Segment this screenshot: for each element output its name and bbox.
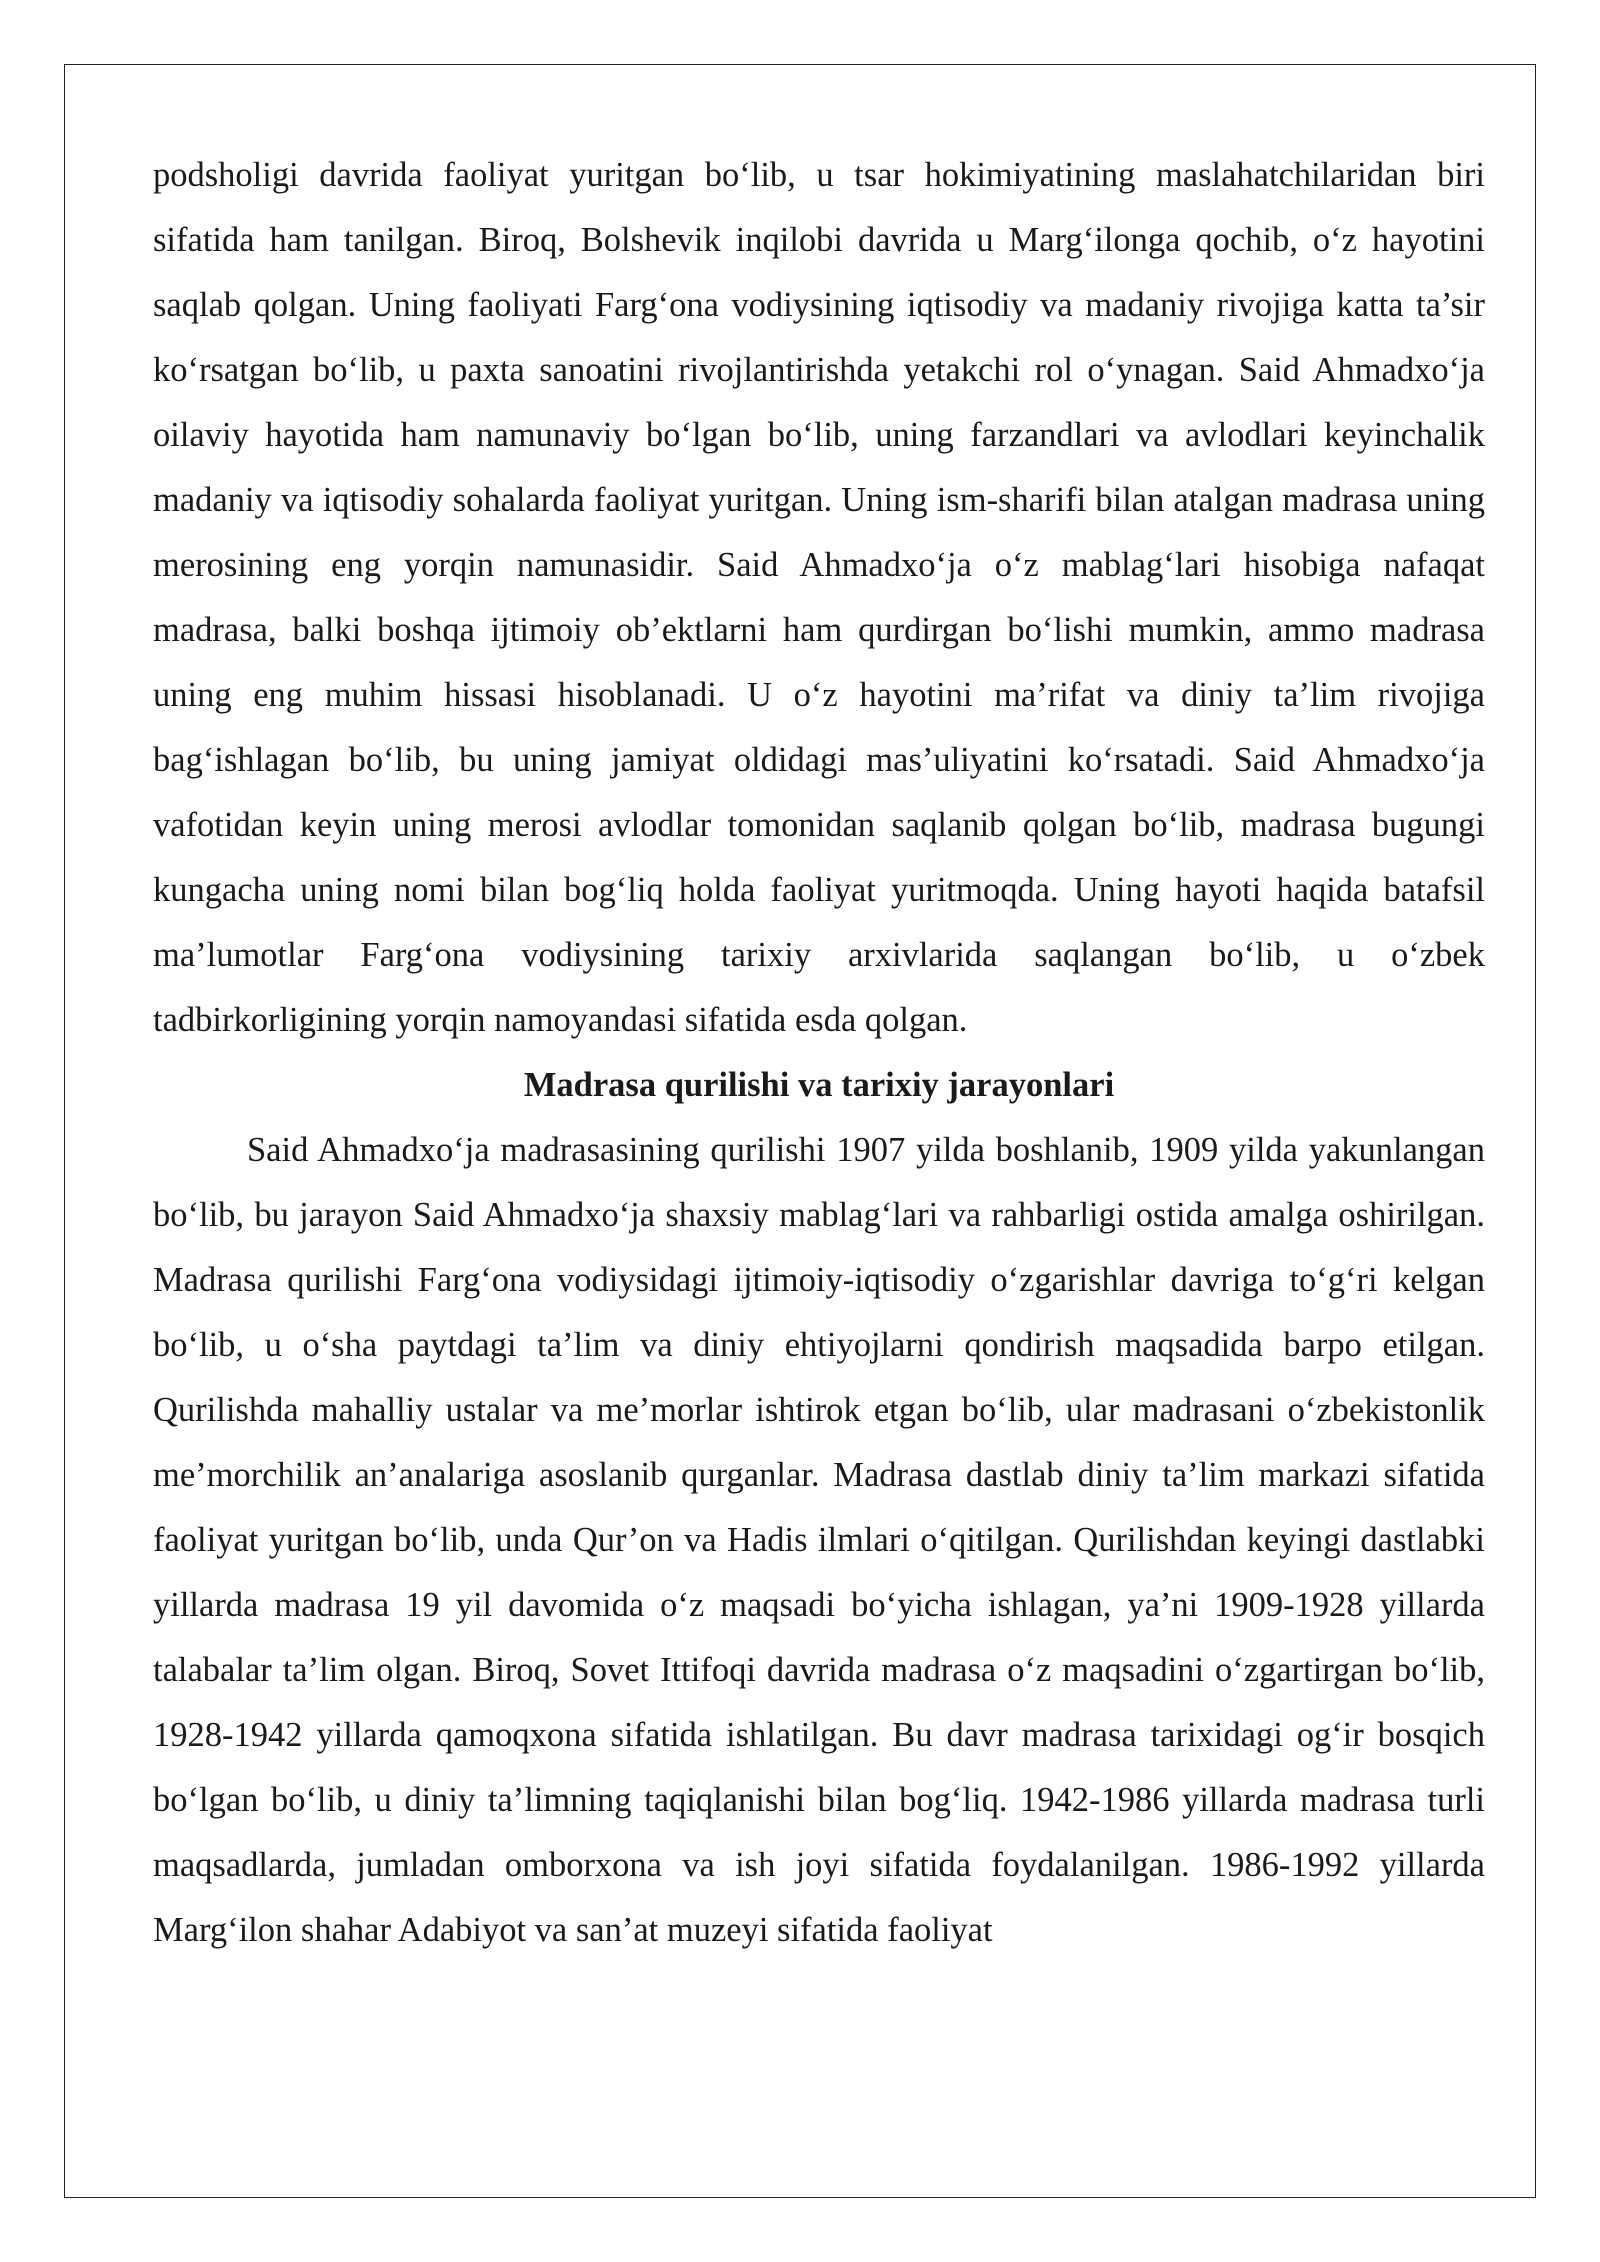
body-paragraph-1: podsholigi davrida faoliyat yuritgan bo‘lib, u tsar hokimiyatining maslahatchilaridan biri sifatida ham tanilgan. Biroq, Bolshevik inqilobi davrida u Marg‘ilonga qochib, o‘z hayotini saqlab qolgan. Uning faoliyati Farg‘ona vodiysining iqtisodiy va madaniy rivojiga katta ta’sir ko‘rsatgan bo‘lib, u paxta sanoatini rivojlantirishda yetakchi rol o‘ynagan. Said Ahmadxo‘ja oilaviy hayotida ham namunaviy bo‘lgan bo‘lib, uning farzandlari va avlodlari keyinchalik madaniy va iqtisodiy sohalarda faoliyat yuritgan. Uning ism-sharifi bilan atalgan madrasa uning merosining eng yorqin namunasidir. Said Ahmadxo‘ja o‘z mablag‘lari hisobiga nafaqat madrasa, balki boshqa ijtimoiy ob’ektlarni ham qurdirgan bo‘lishi mumkin, ammo madrasa uning eng muhim hissasi hisoblanadi. U o‘z hayotini ma’rifat va diniy ta’lim rivojiga bag‘ishlagan bo‘lib, bu uning jamiyat oldidagi mas’uliyatini ko‘rsatadi. Said Ahmadxo‘ja vafotidan keyin uning merosi avlodlar tomonidan saqlanib qolgan bo‘lib, madrasa bugungi kungacha uning nomi bilan bog‘liq holda faoliyat yuritmoqda. Uning hayoti haqida batafsil ma’lumotlar Farg‘ona vodiysining tarixiy arxivlarida saqlangan bo‘lib, u o‘zbek tadbirkorligining yorqin namoyandasi sifatida esda qolgan. [153,156,1485,1039]
body-paragraph-2: Said Ahmadxo‘ja madrasasining qurilishi 1907 yilda boshlanib, 1909 yilda yakunlangan bo‘lib, bu jarayon Said Ahmadxo‘ja shaxsiy mablag‘lari va rahbarligi ostida amalga oshirilgan. Madrasa qurilishi Farg‘ona vodiysidagi ijtimoiy-iqtisodiy o‘zgarishlar davriga to‘g‘ri kelgan bo‘lib, u o‘sha paytdagi ta’lim va diniy ehtiyojlarni qondirish maqsadida barpo etilgan. Qurilishda mahalliy ustalar va me’morlar ishtirok etgan bo‘lib, ular madrasani o‘zbekistonlik me’morchilik an’analariga asoslanib qurganlar. Madrasa dastlab diniy ta’lim markazi sifatida faoliyat yuritgan bo‘lib, unda Qur’on va Hadis ilmlari o‘qitilgan. Qurilishdan keyingi dastlabki yillarda madrasa 19 yil davomida o‘z maqsadi bo‘yicha ishlagan, ya’ni 1909-1928 yillarda talabalar ta’lim olgan. Biroq, Sovet Ittifoqi davrida madrasa o‘z maqsadini o‘zgartirgan bo‘lib, 1928-1942 yillarda qamoqxona sifatida ishlatilgan. Bu davr madrasa tarixidagi og‘ir bosqich bo‘lgan bo‘lib, u diniy ta’limning taqiqlanishi bilan bog‘liq. 1942-1986 yillarda madrasa turli maqsadlarda, jumladan omborxona va ish joyi sifatida foydalanilgan. 1986-1992 yillarda Marg‘ilon shahar Adabiyot va san’at muzeyi sifatida faoliyat [153,1131,1485,1949]
document-body [153,143,1485,1963]
section-heading: Madrasa qurilishi va tarixiy jarayonlari [523,1066,1115,1104]
